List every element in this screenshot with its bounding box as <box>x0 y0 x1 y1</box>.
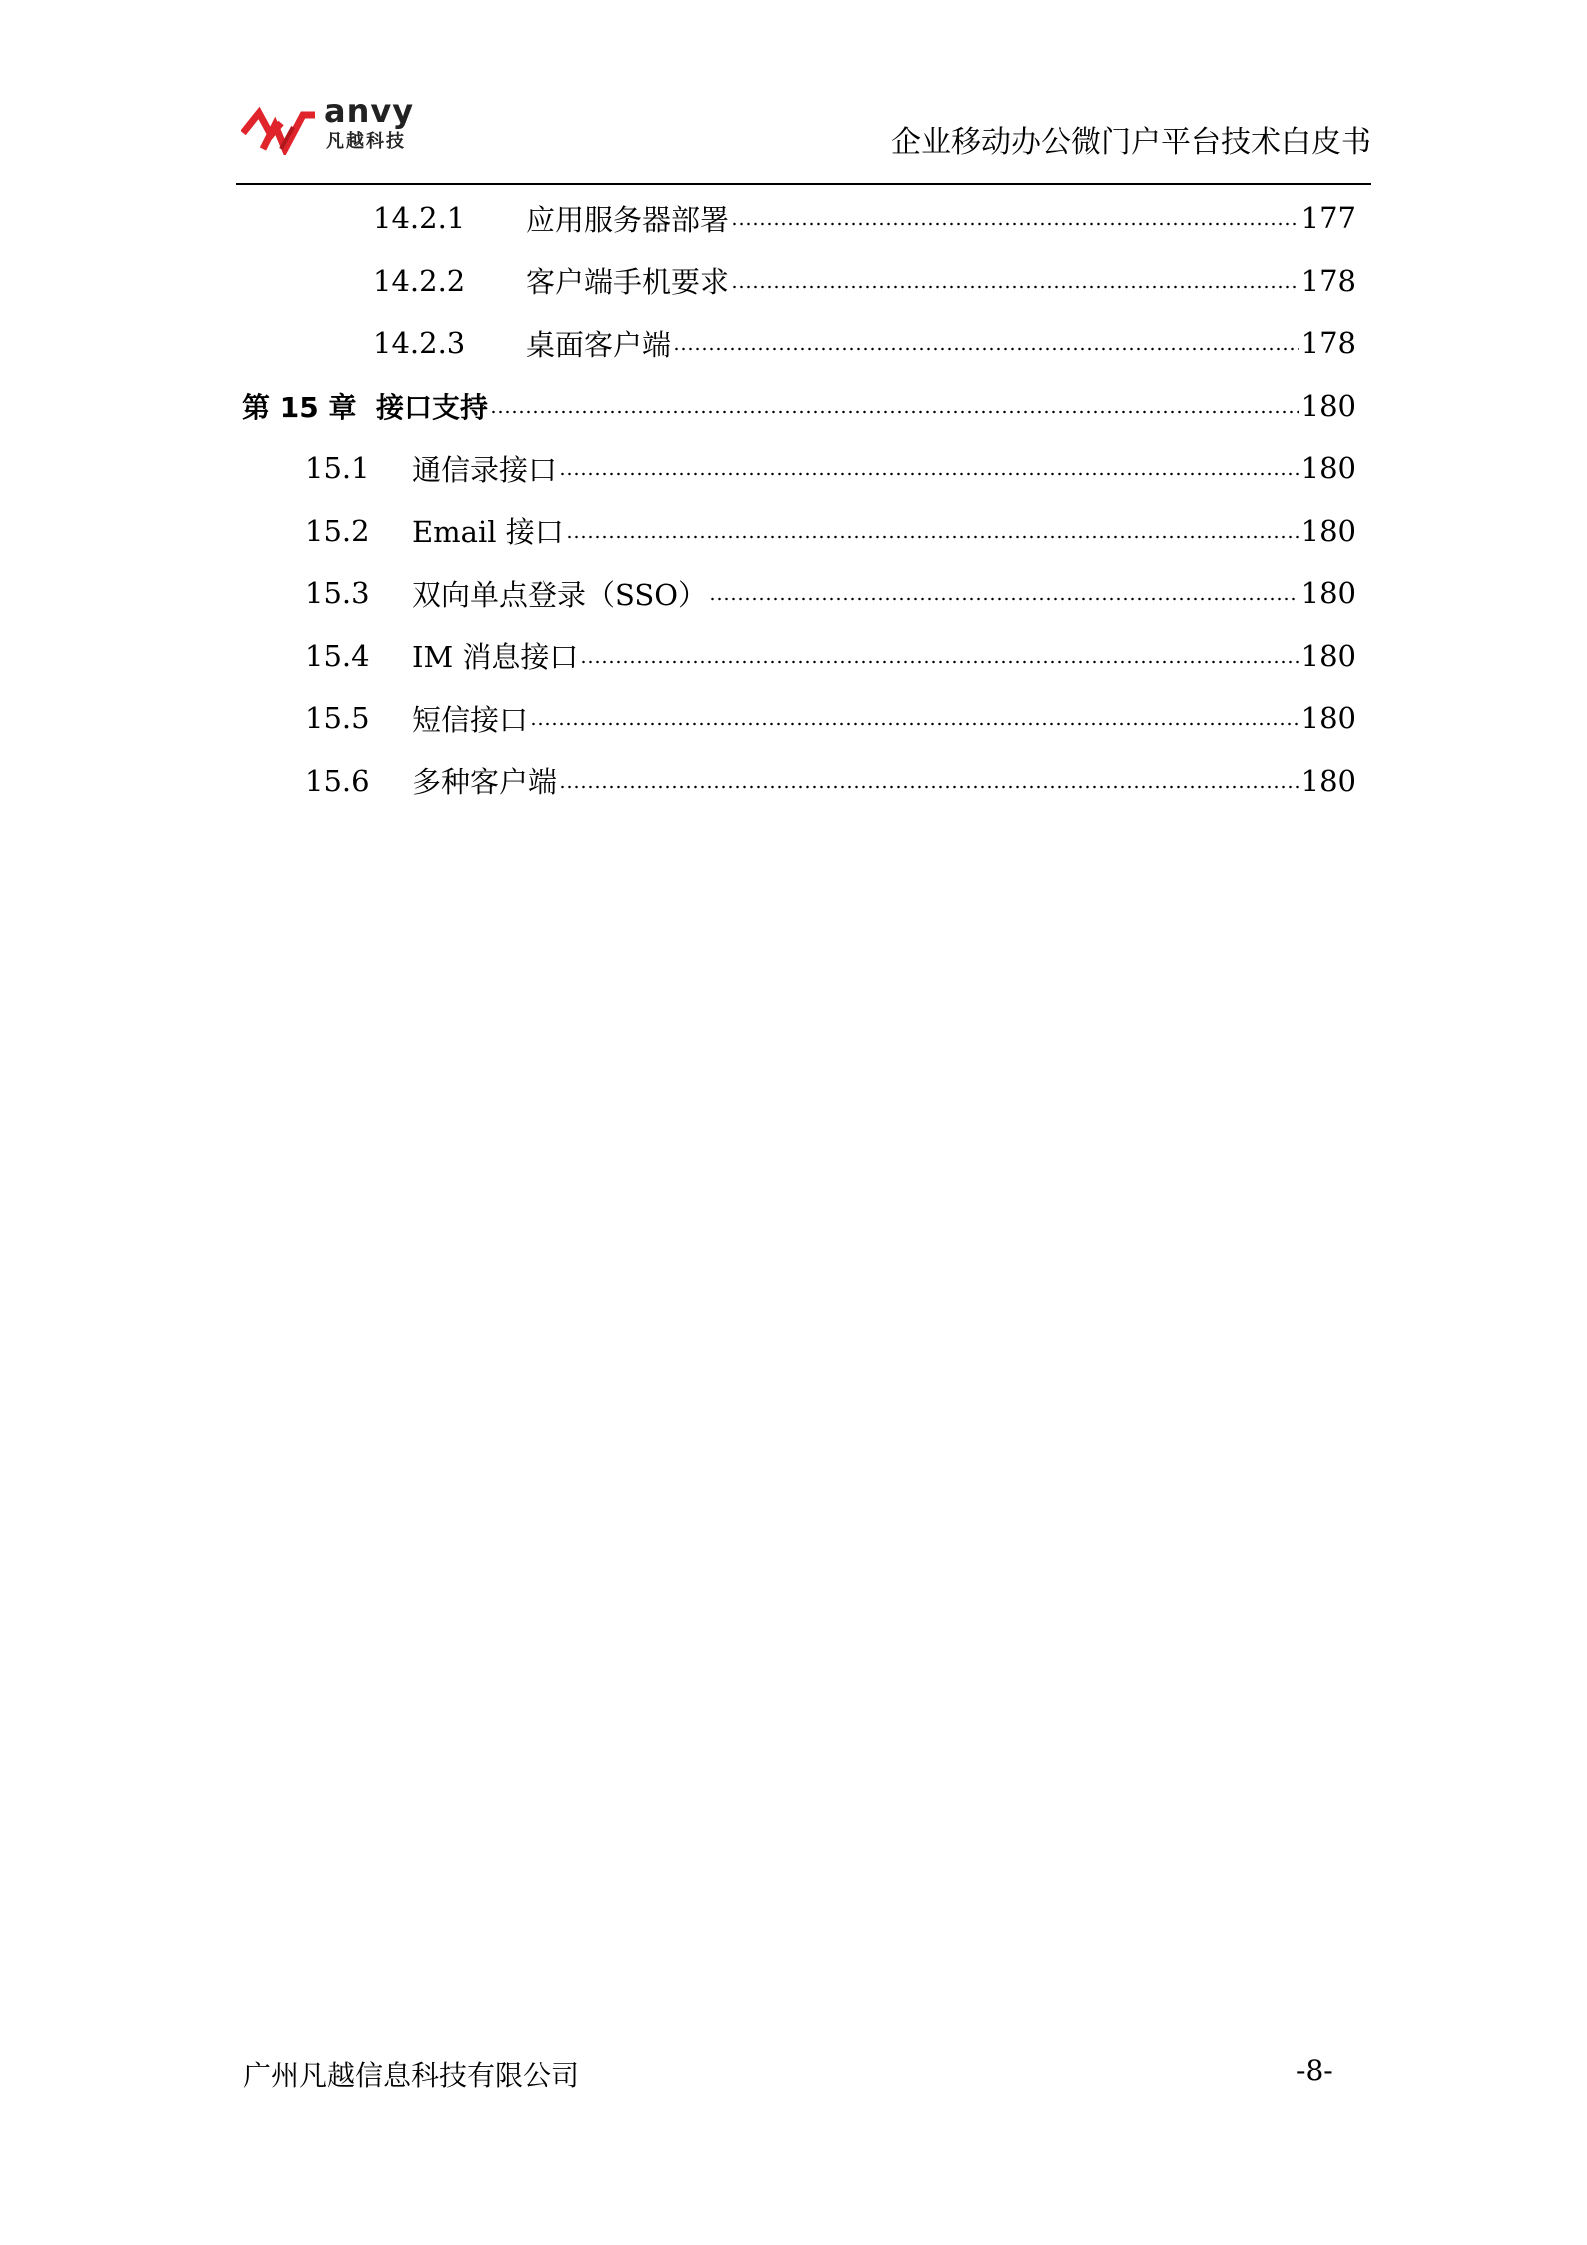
toc-entry-title: 客户端手机要求 <box>526 265 730 300</box>
toc-chapter-number: 第 15 章 <box>242 390 357 424</box>
dot-leader <box>673 339 1299 359</box>
logo-chinese-text: 凡越科技 <box>326 131 406 152</box>
toc-entry-title: IM 消息接口 <box>412 640 579 675</box>
toc-entry-number: 14.2.2 <box>373 263 466 298</box>
toc-entry-title: 通信录接口 <box>412 452 558 487</box>
document-title: 企业移动办公微门户平台技术白皮书 <box>891 125 1371 160</box>
toc-entry-page: 180 <box>1300 451 1356 486</box>
header-divider <box>236 183 1371 185</box>
toc-entry[interactable] <box>236 562 1356 625</box>
dot-leader <box>709 589 1299 609</box>
toc-entry[interactable] <box>236 625 1356 688</box>
toc-entry-title: 桌面客户端 <box>526 327 672 362</box>
dot-leader <box>559 777 1299 797</box>
toc-entry-page: 178 <box>1300 263 1356 298</box>
toc-entry-number: 15.4 <box>305 638 370 673</box>
table-of-contents <box>236 187 1356 812</box>
toc-chapter-title: 接口支持 <box>376 390 489 424</box>
toc-entry[interactable] <box>236 187 1356 250</box>
toc-entry-title: 短信接口 <box>412 702 529 737</box>
toc-entry-title: Email 接口 <box>412 515 564 550</box>
toc-entry-page: 177 <box>1300 201 1356 236</box>
toc-entry-number: 15.5 <box>305 701 370 736</box>
toc-entry-title: 双向单点登录（SSO） <box>412 577 707 612</box>
toc-entry[interactable] <box>236 312 1356 375</box>
toc-entry-page: 180 <box>1300 638 1356 673</box>
toc-entry[interactable] <box>236 250 1356 313</box>
dot-leader <box>559 464 1299 484</box>
company-logo <box>241 92 441 160</box>
logo-brand-text: anvy <box>324 92 415 130</box>
toc-entry[interactable] <box>236 500 1356 563</box>
toc-entry[interactable] <box>236 437 1356 500</box>
dot-leader <box>731 277 1299 297</box>
dot-leader <box>530 714 1299 734</box>
footer-company-name: 广州凡越信息科技有限公司 <box>243 2059 580 2092</box>
dot-leader <box>566 527 1299 547</box>
toc-entry-number: 15.3 <box>305 576 370 611</box>
anvy-logo-icon <box>241 105 321 155</box>
toc-entry-number: 14.2.3 <box>373 326 466 361</box>
toc-entry-number: 14.2.1 <box>373 201 466 236</box>
toc-entry-page: 180 <box>1300 388 1356 423</box>
toc-chapter-entry[interactable] <box>236 375 1356 438</box>
toc-entry-page: 180 <box>1300 576 1356 611</box>
dot-leader <box>490 402 1299 422</box>
toc-entry[interactable] <box>236 687 1356 750</box>
toc-entry-title: 应用服务器部署 <box>526 202 730 237</box>
dot-leader <box>731 214 1299 234</box>
toc-entry[interactable] <box>236 750 1356 813</box>
toc-entry-number: 15.1 <box>305 451 370 486</box>
toc-entry-page: 180 <box>1300 513 1356 548</box>
dot-leader <box>580 652 1298 672</box>
toc-entry-number: 15.6 <box>305 763 370 798</box>
toc-entry-page: 178 <box>1300 326 1356 361</box>
footer-page-number: -8- <box>1296 2054 1333 2087</box>
toc-entry-number: 15.2 <box>305 513 370 548</box>
toc-entry-page: 180 <box>1300 701 1356 736</box>
toc-entry-title: 多种客户端 <box>412 765 558 800</box>
toc-entry-page: 180 <box>1300 763 1356 798</box>
